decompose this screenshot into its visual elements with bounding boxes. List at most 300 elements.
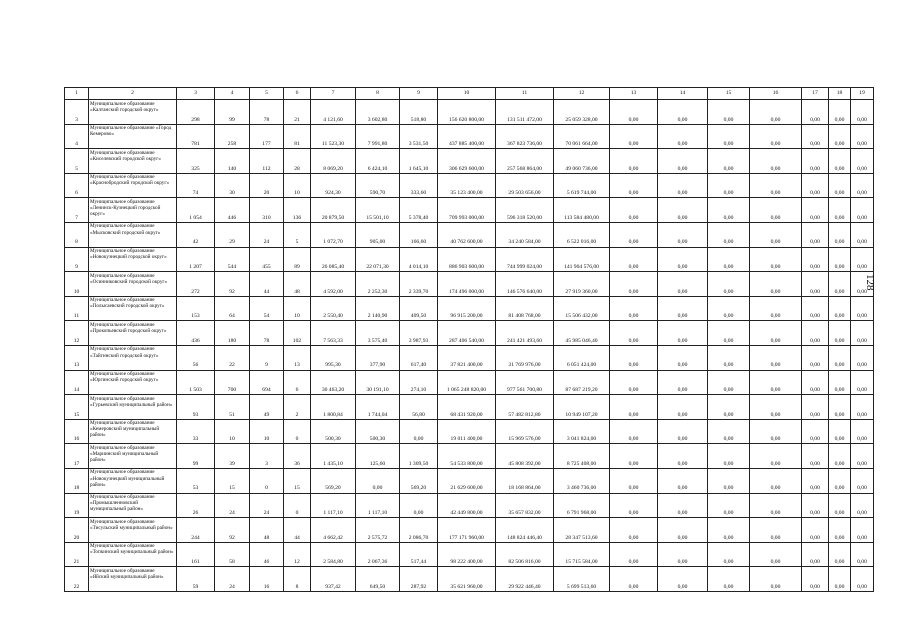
- value-cell: 0,00: [851, 493, 874, 518]
- table-row: [65, 395, 874, 420]
- value-cell: 48: [250, 518, 284, 543]
- value-cell: 92: [215, 272, 250, 297]
- value-cell: 0,00: [802, 296, 829, 321]
- value-cell: 5 619 744,00: [554, 173, 610, 198]
- value-cell: 0,00: [658, 321, 708, 346]
- table-row: [65, 493, 874, 518]
- value-cell: 0,00: [658, 542, 708, 567]
- value-cell: 886 903 600,00: [438, 247, 496, 272]
- value-cell: 177: [250, 124, 284, 149]
- row-number-cell: 12: [65, 321, 89, 346]
- value-cell: 177 171 960,00: [438, 518, 496, 543]
- value-cell: 924,30: [311, 173, 356, 198]
- municipality-name-cell: Муниципальное образование «Гурьевский муниципальный район»: [89, 395, 177, 420]
- value-cell: 0,00: [708, 222, 750, 247]
- value-cell: 0,00: [829, 493, 851, 518]
- value-cell: 0,00: [851, 518, 874, 543]
- value-cell: 0,00: [750, 124, 802, 149]
- value-cell: 0,00: [610, 321, 658, 346]
- value-cell: 35 123 400,00: [438, 173, 496, 198]
- value-cell: 70 061 664,00: [554, 124, 610, 149]
- table-row: [65, 345, 874, 370]
- row-number-cell: 10: [65, 272, 89, 297]
- value-cell: 29 503 656,00: [496, 173, 554, 198]
- value-cell: 0,00: [610, 518, 658, 543]
- value-cell: 436: [177, 321, 215, 346]
- value-cell: 49 060 736,00: [554, 149, 610, 174]
- municipality-name-cell: Муниципальное образование «Город Кемерово»: [89, 124, 177, 149]
- value-cell: 241 421 493,60: [496, 321, 554, 346]
- value-cell: 995,30: [311, 345, 356, 370]
- row-number-cell: 9: [65, 247, 89, 272]
- value-cell: 0,00: [658, 468, 708, 493]
- value-cell: 0,00: [829, 468, 851, 493]
- value-cell: 33: [177, 419, 215, 444]
- column-header: 10: [438, 88, 496, 100]
- column-header: 11: [496, 88, 554, 100]
- value-cell: 13: [284, 345, 311, 370]
- table-row: [65, 370, 874, 395]
- value-cell: 544: [215, 247, 250, 272]
- value-cell: 596 318 520,00: [496, 198, 554, 223]
- value-cell: 1 435,10: [311, 444, 356, 469]
- value-cell: 409,50: [400, 296, 438, 321]
- value-cell: 4 014,10: [400, 247, 438, 272]
- value-cell: 0,00: [851, 419, 874, 444]
- row-number-cell: 19: [65, 493, 89, 518]
- value-cell: 0,00: [610, 370, 658, 395]
- municipality-name-cell: Муниципальное образование «Калтанский городской округ»: [89, 100, 177, 125]
- value-cell: 0,00: [802, 518, 829, 543]
- value-cell: 96 915 200,00: [438, 296, 496, 321]
- value-cell: 54: [250, 296, 284, 321]
- value-cell: 0,00: [750, 493, 802, 518]
- value-cell: 8 725 408,00: [554, 444, 610, 469]
- value-cell: 310: [250, 198, 284, 223]
- value-cell: 57 482 812,80: [496, 395, 554, 420]
- value-cell: 0,00: [610, 100, 658, 125]
- value-cell: 0,00: [658, 247, 708, 272]
- value-cell: 744 999 024,00: [496, 247, 554, 272]
- municipality-name-cell: Муниципальное образование «Осинниковский городской округ»: [89, 272, 177, 297]
- row-number-cell: 3: [65, 100, 89, 125]
- table-row: [65, 542, 874, 567]
- value-cell: 140: [215, 149, 250, 174]
- value-cell: 0,00: [708, 493, 750, 518]
- municipality-name-cell: Муниципальное образование «Тисульский муниципальный район»: [89, 518, 177, 543]
- column-header: 16: [750, 88, 802, 100]
- value-cell: 0,00: [851, 272, 874, 297]
- municipality-name-cell: Муниципальное образование «Краснобродский городской округ»: [89, 173, 177, 198]
- municipality-name-cell: Муниципальное образование «Промышленновский муниципальный район»: [89, 493, 177, 518]
- value-cell: 87 687 219,20: [554, 370, 610, 395]
- value-cell: 0,00: [750, 395, 802, 420]
- municipality-name-cell: Муниципальное образование «Ленинск-Кузнецкий городской округ»: [89, 198, 177, 223]
- value-cell: 0,00: [750, 444, 802, 469]
- value-cell: 0,00: [610, 542, 658, 567]
- value-cell: 0,00: [851, 444, 874, 469]
- value-cell: 56,80: [400, 395, 438, 420]
- value-cell: 1 117,10: [356, 493, 400, 518]
- value-cell: 31 769 976,00: [496, 345, 554, 370]
- value-cell: 0,00: [708, 567, 750, 592]
- value-cell: 649,50: [356, 567, 400, 592]
- value-cell: 0,00: [658, 419, 708, 444]
- value-cell: 0,00: [802, 321, 829, 346]
- column-header: 8: [356, 88, 400, 100]
- value-cell: 0,00: [658, 198, 708, 223]
- value-cell: 0,00: [851, 198, 874, 223]
- value-cell: 377,90: [356, 345, 400, 370]
- value-cell: 40 762 600,00: [438, 222, 496, 247]
- value-cell: 20: [250, 173, 284, 198]
- table-row: [65, 419, 874, 444]
- value-cell: 0,00: [658, 296, 708, 321]
- value-cell: 298: [177, 100, 215, 125]
- value-cell: 0,00: [708, 468, 750, 493]
- value-cell: 56: [177, 345, 215, 370]
- value-cell: 6 791 968,00: [554, 493, 610, 518]
- value-cell: 12: [284, 542, 311, 567]
- value-cell: 10: [284, 296, 311, 321]
- value-cell: 0,00: [610, 468, 658, 493]
- value-cell: 35 657 832,00: [496, 493, 554, 518]
- table-body: [65, 100, 874, 592]
- municipality-name-cell: Муниципальное образование «Прокопьевский городской округ»: [89, 321, 177, 346]
- value-cell: 0,00: [851, 173, 874, 198]
- row-number-cell: 6: [65, 173, 89, 198]
- column-header: 1: [65, 88, 89, 100]
- row-number-cell: 14: [65, 370, 89, 395]
- value-cell: 0: [284, 419, 311, 444]
- value-cell: 0,00: [610, 296, 658, 321]
- value-cell: 0,00: [610, 395, 658, 420]
- column-header: 14: [658, 88, 708, 100]
- value-cell: 9: [250, 345, 284, 370]
- value-cell: 367 823 736,00: [496, 124, 554, 149]
- value-cell: 2 550,40: [311, 296, 356, 321]
- value-cell: 2: [284, 395, 311, 420]
- value-cell: 15 969 576,00: [496, 419, 554, 444]
- municipality-name-cell: Муниципальное образование «Киселевский городской округ»: [89, 149, 177, 174]
- value-cell: 0,00: [802, 100, 829, 125]
- value-cell: 569,20: [400, 468, 438, 493]
- value-cell: 2 140,90: [356, 296, 400, 321]
- value-cell: 0,00: [658, 272, 708, 297]
- value-cell: 24: [215, 567, 250, 592]
- column-header: 3: [177, 88, 215, 100]
- value-cell: 26: [177, 493, 215, 518]
- value-cell: 15 506 432,00: [554, 296, 610, 321]
- municipality-name-cell: Муниципальное образование «Кемеровский муниципальный район»: [89, 419, 177, 444]
- municipality-name-cell: Муниципальное образование «Новокузнецкий муниципальный район»: [89, 468, 177, 493]
- value-cell: 0,00: [802, 493, 829, 518]
- municipality-name-cell: Муниципальное образование «Тайгинский городской округ»: [89, 345, 177, 370]
- value-cell: 161: [177, 542, 215, 567]
- value-cell: 0,00: [851, 395, 874, 420]
- value-cell: 18 168 864,00: [496, 468, 554, 493]
- value-cell: 0,00: [851, 149, 874, 174]
- page-number: 128: [864, 274, 876, 291]
- value-cell: 0,00: [829, 124, 851, 149]
- value-cell: 0,00: [750, 296, 802, 321]
- value-cell: 0,00: [708, 296, 750, 321]
- table-row: [65, 198, 874, 223]
- value-cell: 37 821 400,00: [438, 345, 496, 370]
- value-cell: 0,00: [708, 370, 750, 395]
- column-header: 4: [215, 88, 250, 100]
- value-cell: 1 744,04: [356, 395, 400, 420]
- value-cell: 0,00: [708, 395, 750, 420]
- value-cell: 51: [215, 395, 250, 420]
- table-row: [65, 567, 874, 592]
- value-cell: 15 715 584,00: [554, 542, 610, 567]
- value-cell: 0,00: [851, 567, 874, 592]
- value-cell: 10: [250, 419, 284, 444]
- value-cell: 148 824 446,40: [496, 518, 554, 543]
- value-cell: 518,80: [400, 100, 438, 125]
- value-cell: 0,00: [658, 567, 708, 592]
- value-cell: 500,30: [356, 419, 400, 444]
- value-cell: 333,60: [400, 173, 438, 198]
- value-cell: 112: [250, 149, 284, 174]
- value-cell: 89: [284, 247, 311, 272]
- value-cell: 0,00: [610, 173, 658, 198]
- value-cell: 42: [177, 222, 215, 247]
- value-cell: 0,00: [750, 173, 802, 198]
- value-cell: 6: [284, 370, 311, 395]
- value-cell: 287,92: [400, 567, 438, 592]
- value-cell: 1 800,84: [311, 395, 356, 420]
- value-cell: 0,00: [708, 198, 750, 223]
- value-cell: 156 620 800,00: [438, 100, 496, 125]
- value-cell: 11 523,30: [311, 124, 356, 149]
- value-cell: 0,00: [750, 567, 802, 592]
- value-cell: 0,00: [802, 419, 829, 444]
- value-cell: 45 808 392,00: [496, 444, 554, 469]
- row-number-cell: 5: [65, 149, 89, 174]
- value-cell: 3 041 824,00: [554, 419, 610, 444]
- value-cell: 0,00: [829, 247, 851, 272]
- table-row: [65, 247, 874, 272]
- table-row: [65, 296, 874, 321]
- value-cell: 617,40: [400, 345, 438, 370]
- value-cell: 0,00: [658, 493, 708, 518]
- value-cell: 48: [284, 272, 311, 297]
- value-cell: 45 985 046,40: [554, 321, 610, 346]
- value-cell: 0,00: [708, 345, 750, 370]
- value-cell: 29 922 446,40: [496, 567, 554, 592]
- value-cell: 0,00: [829, 296, 851, 321]
- value-cell: 2 252,30: [356, 272, 400, 297]
- table-row: [65, 222, 874, 247]
- value-cell: 59: [177, 567, 215, 592]
- value-cell: 325: [177, 149, 215, 174]
- value-cell: 0,00: [802, 567, 829, 592]
- value-cell: 16: [250, 567, 284, 592]
- value-cell: 58: [215, 542, 250, 567]
- value-cell: 98 222 400,00: [438, 542, 496, 567]
- value-cell: 0,00: [356, 468, 400, 493]
- value-cell: 153: [177, 296, 215, 321]
- value-cell: 2 575,72: [356, 518, 400, 543]
- value-cell: 0,00: [829, 321, 851, 346]
- row-number-cell: 20: [65, 518, 89, 543]
- value-cell: 4 592,00: [311, 272, 356, 297]
- value-cell: 0,00: [802, 468, 829, 493]
- row-number-cell: 18: [65, 468, 89, 493]
- value-cell: 28: [284, 149, 311, 174]
- value-cell: 0,00: [829, 370, 851, 395]
- value-cell: 0,00: [610, 419, 658, 444]
- value-cell: 30 191,10: [356, 370, 400, 395]
- value-cell: 0,00: [658, 444, 708, 469]
- column-header: 5: [250, 88, 284, 100]
- municipality-name-cell: Муниципальное образование «Мысковский городской округ»: [89, 222, 177, 247]
- value-cell: 29: [215, 222, 250, 247]
- value-cell: 0,00: [802, 124, 829, 149]
- value-cell: 125,60: [356, 444, 400, 469]
- value-cell: 0,00: [708, 149, 750, 174]
- value-cell: 54 533 800,00: [438, 444, 496, 469]
- value-cell: 78: [250, 321, 284, 346]
- table-row: [65, 272, 874, 297]
- table-row: [65, 173, 874, 198]
- row-number-cell: 15: [65, 395, 89, 420]
- value-cell: 0,00: [829, 395, 851, 420]
- value-cell: 0,00: [802, 198, 829, 223]
- value-cell: 21: [284, 100, 311, 125]
- value-cell: 0,00: [750, 542, 802, 567]
- value-cell: 0,00: [851, 345, 874, 370]
- value-cell: 0,00: [610, 493, 658, 518]
- value-cell: 0,00: [750, 345, 802, 370]
- value-cell: 1 117,10: [311, 493, 356, 518]
- value-cell: 0,00: [658, 395, 708, 420]
- value-cell: 0,00: [750, 370, 802, 395]
- value-cell: 5: [284, 222, 311, 247]
- value-cell: 0,00: [708, 542, 750, 567]
- value-cell: 0,00: [658, 518, 708, 543]
- value-cell: 0,00: [400, 419, 438, 444]
- value-cell: 0,00: [708, 444, 750, 469]
- value-cell: 0,00: [610, 222, 658, 247]
- value-cell: 590,70: [356, 173, 400, 198]
- value-cell: 694: [250, 370, 284, 395]
- value-cell: 905,00: [356, 222, 400, 247]
- value-cell: 446: [215, 198, 250, 223]
- value-cell: 0,00: [708, 419, 750, 444]
- row-number-cell: 4: [65, 124, 89, 149]
- value-cell: 937,42: [311, 567, 356, 592]
- value-cell: 0,00: [610, 272, 658, 297]
- value-cell: 4 662,42: [311, 518, 356, 543]
- municipality-name-cell: Муниципальное образование «Яйский муниципальный район»: [89, 567, 177, 592]
- column-header: 13: [610, 88, 658, 100]
- value-cell: 5 699 513,60: [554, 567, 610, 592]
- value-cell: 27 919 360,00: [554, 272, 610, 297]
- value-cell: 5 378,40: [400, 198, 438, 223]
- value-cell: 34 240 584,00: [496, 222, 554, 247]
- value-cell: 49: [250, 395, 284, 420]
- value-cell: 0,00: [400, 493, 438, 518]
- data-table: [64, 87, 874, 592]
- value-cell: 35 621 960,00: [438, 567, 496, 592]
- value-cell: 0,00: [829, 100, 851, 125]
- value-cell: 0,00: [802, 542, 829, 567]
- value-cell: 99: [177, 444, 215, 469]
- row-number-cell: 21: [65, 542, 89, 567]
- value-cell: 0,00: [851, 370, 874, 395]
- value-cell: 10: [284, 173, 311, 198]
- value-cell: 3 575,40: [356, 321, 400, 346]
- row-number-cell: 22: [65, 567, 89, 592]
- value-cell: 0,00: [829, 345, 851, 370]
- table-row: [65, 518, 874, 543]
- value-cell: 0,00: [610, 567, 658, 592]
- value-cell: 781: [177, 124, 215, 149]
- value-cell: 25 059 328,00: [554, 100, 610, 125]
- value-cell: 1 207: [177, 247, 215, 272]
- value-cell: 10 949 107,20: [554, 395, 610, 420]
- value-cell: 0,00: [802, 173, 829, 198]
- row-number-cell: 16: [65, 419, 89, 444]
- value-cell: 0,00: [658, 124, 708, 149]
- value-cell: 0,00: [829, 198, 851, 223]
- value-cell: 0,00: [658, 149, 708, 174]
- column-header: 15: [708, 88, 750, 100]
- value-cell: 24: [215, 493, 250, 518]
- value-cell: 15 501,10: [356, 198, 400, 223]
- value-cell: 0,00: [708, 518, 750, 543]
- value-cell: 569,20: [311, 468, 356, 493]
- value-cell: 0,00: [708, 321, 750, 346]
- value-cell: 81 408 768,00: [496, 296, 554, 321]
- value-cell: 3 987,93: [400, 321, 438, 346]
- value-cell: 0,00: [851, 321, 874, 346]
- value-cell: 82 506 816,00: [496, 542, 554, 567]
- column-header: 2: [89, 88, 177, 100]
- value-cell: 0,00: [829, 567, 851, 592]
- value-cell: 0,00: [802, 444, 829, 469]
- value-cell: 0,00: [658, 345, 708, 370]
- municipality-name-cell: Муниципальное образование «Топкинский муниципальный район»: [89, 542, 177, 567]
- value-cell: 3 531,50: [400, 124, 438, 149]
- row-number-cell: 8: [65, 222, 89, 247]
- value-cell: 0,00: [750, 468, 802, 493]
- column-header: 18: [829, 88, 851, 100]
- value-cell: 8: [284, 567, 311, 592]
- value-cell: 1 645,10: [400, 149, 438, 174]
- value-cell: 42 449 800,00: [438, 493, 496, 518]
- value-cell: 0,00: [610, 247, 658, 272]
- value-cell: 20 879,50: [311, 198, 356, 223]
- value-cell: 0,00: [708, 173, 750, 198]
- value-cell: 1 065 248 820,00: [438, 370, 496, 395]
- value-cell: 141 904 576,00: [554, 247, 610, 272]
- value-cell: 136: [284, 198, 311, 223]
- value-cell: 19 011 400,00: [438, 419, 496, 444]
- value-cell: 0: [250, 468, 284, 493]
- value-cell: 274,10: [400, 370, 438, 395]
- value-cell: 1 072,70: [311, 222, 356, 247]
- value-cell: 0,00: [802, 149, 829, 174]
- municipality-name-cell: Муниципальное образование «Новокузнецкий городской округ»: [89, 247, 177, 272]
- value-cell: 709 993 000,00: [438, 198, 496, 223]
- table-row: [65, 468, 874, 493]
- value-cell: 437 885 400,00: [438, 124, 496, 149]
- value-cell: 24: [250, 222, 284, 247]
